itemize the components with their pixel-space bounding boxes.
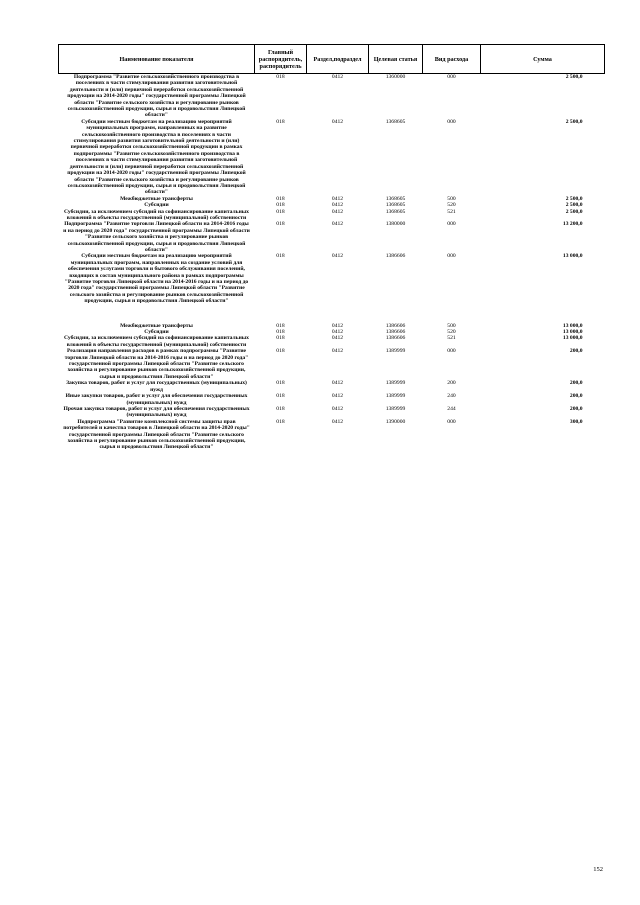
row-name: Субсидии, за исключением субсидий на софинансирование капитальных вложений в объекты государственной (муниципальной) собственности (64, 335, 249, 348)
row-expense: 244 (447, 405, 456, 412)
row-target: 1380000 (385, 221, 406, 228)
row-admin: 018 (276, 118, 285, 125)
row-admin: 018 (276, 418, 285, 425)
row-sum: 200,0 (569, 405, 583, 412)
row-sum: 13 000,0 (562, 335, 583, 342)
row-admin: 018 (276, 380, 285, 387)
row-sum: 13 000,0 (562, 322, 583, 329)
row-target: 1389999 (385, 405, 406, 412)
row-section: 0412 (331, 418, 344, 425)
row-name: Иные закупки товаров, работ и услуг для обеспечения государственных (муниципальных) нужд (65, 393, 248, 406)
row-admin: 018 (276, 322, 285, 329)
row-admin: 018 (276, 208, 285, 215)
table-row (59, 393, 605, 406)
row-name: Подпрограмма "Развитие торговли Липецкой области на 2014-2016 годы и на период до 2020 года" государственной программы Липецкой области "Развитие сельского хозяйства и регулирование рынков сельскохозяйственной продукции, сырья и продовольствия Липецкой области" (63, 221, 250, 253)
row-section: 0412 (331, 195, 344, 202)
row-section: 0412 (331, 405, 344, 412)
row-section: 0412 (331, 221, 344, 228)
row-target: 1360000 (385, 74, 406, 80)
table-row (59, 419, 605, 451)
row-sum: 200,0 (569, 380, 583, 387)
header-admin: Главный распорядитель, распорядитель (255, 45, 307, 74)
row-sum: 2 500,0 (565, 74, 583, 80)
row-admin: 018 (276, 329, 285, 336)
row-expense: 000 (447, 74, 456, 80)
row-section: 0412 (331, 380, 344, 387)
table-row (59, 380, 605, 393)
row-admin: 018 (276, 221, 285, 228)
row-section: 0412 (331, 74, 344, 80)
row-target: 1368605 (385, 202, 406, 209)
row-name: Реализация направления расходов в рамках подпрограммы "Развитие торговли Липецкой области на 2014-2016 годы и на период до 2020 года" государственной программы Липецкой области "Развитие сельского хозяйства и регулирование рынков сельскохозяйственной продукции, сырья и продовольствия Липецкой области" (64, 348, 249, 380)
row-expense: 000 (447, 118, 456, 125)
row-target: 1389999 (385, 380, 406, 387)
row-target: 1386606 (385, 329, 406, 336)
row-expense: 240 (447, 393, 456, 400)
row-expense: 521 (447, 208, 456, 215)
row-section: 0412 (331, 202, 344, 209)
row-section: 0412 (331, 348, 344, 355)
row-sum: 200,0 (569, 393, 583, 400)
table-row (59, 406, 605, 419)
row-section: 0412 (331, 393, 344, 400)
row-target: 1389999 (385, 393, 406, 400)
row-target: 1386606 (385, 253, 406, 260)
header-expense: Вид расхода (423, 45, 481, 74)
row-sum: 13 200,0 (562, 221, 583, 228)
row-expense: 500 (447, 322, 456, 329)
row-name: Прочая закупка товаров, работ и услуг для обеспечения государственных (муниципальных) нужд (63, 405, 250, 419)
table-row (59, 335, 605, 348)
row-admin: 018 (276, 348, 285, 355)
row-admin: 018 (276, 195, 285, 202)
row-expense: 521 (447, 335, 456, 342)
row-target: 1368605 (385, 195, 406, 202)
header-target: Целевая статья (369, 45, 423, 74)
row-sum: 2 500,0 (565, 202, 583, 209)
table-row (59, 74, 605, 119)
header-section: Раздел,подраздел (307, 45, 369, 74)
row-admin: 018 (276, 335, 285, 342)
row-expense: 000 (447, 348, 456, 355)
row-expense: 520 (447, 202, 456, 209)
row-sum: 2 500,0 (565, 208, 583, 215)
header-name: Наименование показателя (59, 45, 255, 74)
row-section: 0412 (331, 322, 344, 329)
row-sum: 2 500,0 (565, 118, 583, 125)
row-expense: 000 (447, 221, 456, 228)
budget-table (58, 44, 605, 451)
row-name: Субсидии местным бюджетам на реализацию мероприятий муниципальных программ, направленных на создание условий для обеспечения услугами торговли и бытового обслуживания поселений, входящих в состав муниципального района в рамках подпрограммы "Развитие торговли Липецкой области на 2014-2016 годы и на период до 2020 года" государственной программы Липецкой области "Развитие сельского хозяйства и регулирование рынков сельскохозяйственной продукции, сырья и продовольствия Липецкой области" (64, 253, 249, 305)
row-sum: 13 000,0 (562, 253, 583, 260)
row-admin: 018 (276, 253, 285, 260)
table-row (59, 209, 605, 222)
row-section: 0412 (331, 118, 344, 125)
row-admin: 018 (276, 74, 285, 80)
row-section: 0412 (331, 329, 344, 336)
row-expense: 000 (447, 253, 456, 260)
row-target: 1368605 (385, 118, 406, 125)
header-sum: Сумма (481, 45, 605, 74)
row-expense: 520 (447, 329, 456, 336)
row-target: 1368605 (385, 208, 406, 215)
row-target: 1386606 (385, 322, 406, 329)
row-name: Подпрограмма "Развитие комплексной системы защиты прав потребителей и качества товаров в Липецкой области на 2014-2020 годы" государственной программы Липецкой области "Развитие сельского хозяйства и регулирование рынков сельскохозяйственной продукции, сырья и продовольствия Липецкой области" (63, 418, 250, 451)
row-name: Межбюджетные трансферты (120, 195, 193, 202)
row-name: Субсидии (144, 202, 169, 209)
row-sum: 200,0 (569, 348, 583, 355)
row-admin: 018 (276, 405, 285, 412)
table-header-row (59, 45, 605, 74)
row-sum: 13 000,0 (562, 329, 583, 336)
table-row (59, 348, 605, 380)
row-section: 0412 (331, 335, 344, 342)
row-target: 1389999 (385, 348, 406, 355)
row-name: Субсидии, за исключением субсидий на софинансирование капитальных вложений в объекты государственной (муниципальной) собственности (64, 208, 249, 221)
table-row (59, 221, 605, 253)
row-target: 1386606 (385, 335, 406, 342)
table-row (59, 119, 605, 196)
table-row (59, 305, 605, 329)
row-expense: 200 (447, 380, 456, 387)
row-target: 1390000 (385, 418, 406, 425)
row-section: 0412 (331, 253, 344, 260)
row-admin: 018 (276, 393, 285, 400)
row-name: Межбюджетные трансферты (120, 322, 193, 329)
row-name: Субсидии местным бюджетам на реализацию мероприятий муниципальных программ, направленных на развитие сельскохозяйственного производства в поселениях в части стимулирования развития заготовительной деятельности и (или) первичной переработки сельскохозяйственной продукции в рамках подпрограммы "Развитие сельскохозяйственного производства в поселениях в части стимулирования развития заготовительной деятельности и (или) первичной переработки сельскохозяйственной продукции на 2014-2020 годы" государственной программы Липецкой области "Развитие сельского хозяйства и регулирование рынков сельскохозяйственной продукции, сырья и продовольствия Липецкой области" (67, 118, 246, 196)
row-admin: 018 (276, 202, 285, 209)
row-sum: 300,0 (569, 418, 583, 425)
page-number: 152 (593, 866, 603, 873)
row-expense: 000 (447, 418, 456, 425)
row-expense: 500 (447, 195, 456, 202)
row-sum: 2 500,0 (565, 195, 583, 202)
row-name: Подпрограмма "Развитие сельскохозяйственного производства в поселениях в части стимулирования развития заготовительной деятельности и (или) первичной переработки сельскохозяйственной продукции на 2014-2020 годы" государственной программы Липецкой области "Развитие сельского хозяйства и регулирование рынков сельскохозяйственной продукции, сырья и продовольствия Липецкой области" (67, 74, 246, 119)
row-name: Субсидии (144, 329, 169, 336)
table-row (59, 253, 605, 304)
row-name: Закупка товаров, работ и услуг для государственных (муниципальных) нужд (66, 380, 247, 393)
row-section: 0412 (331, 208, 344, 215)
